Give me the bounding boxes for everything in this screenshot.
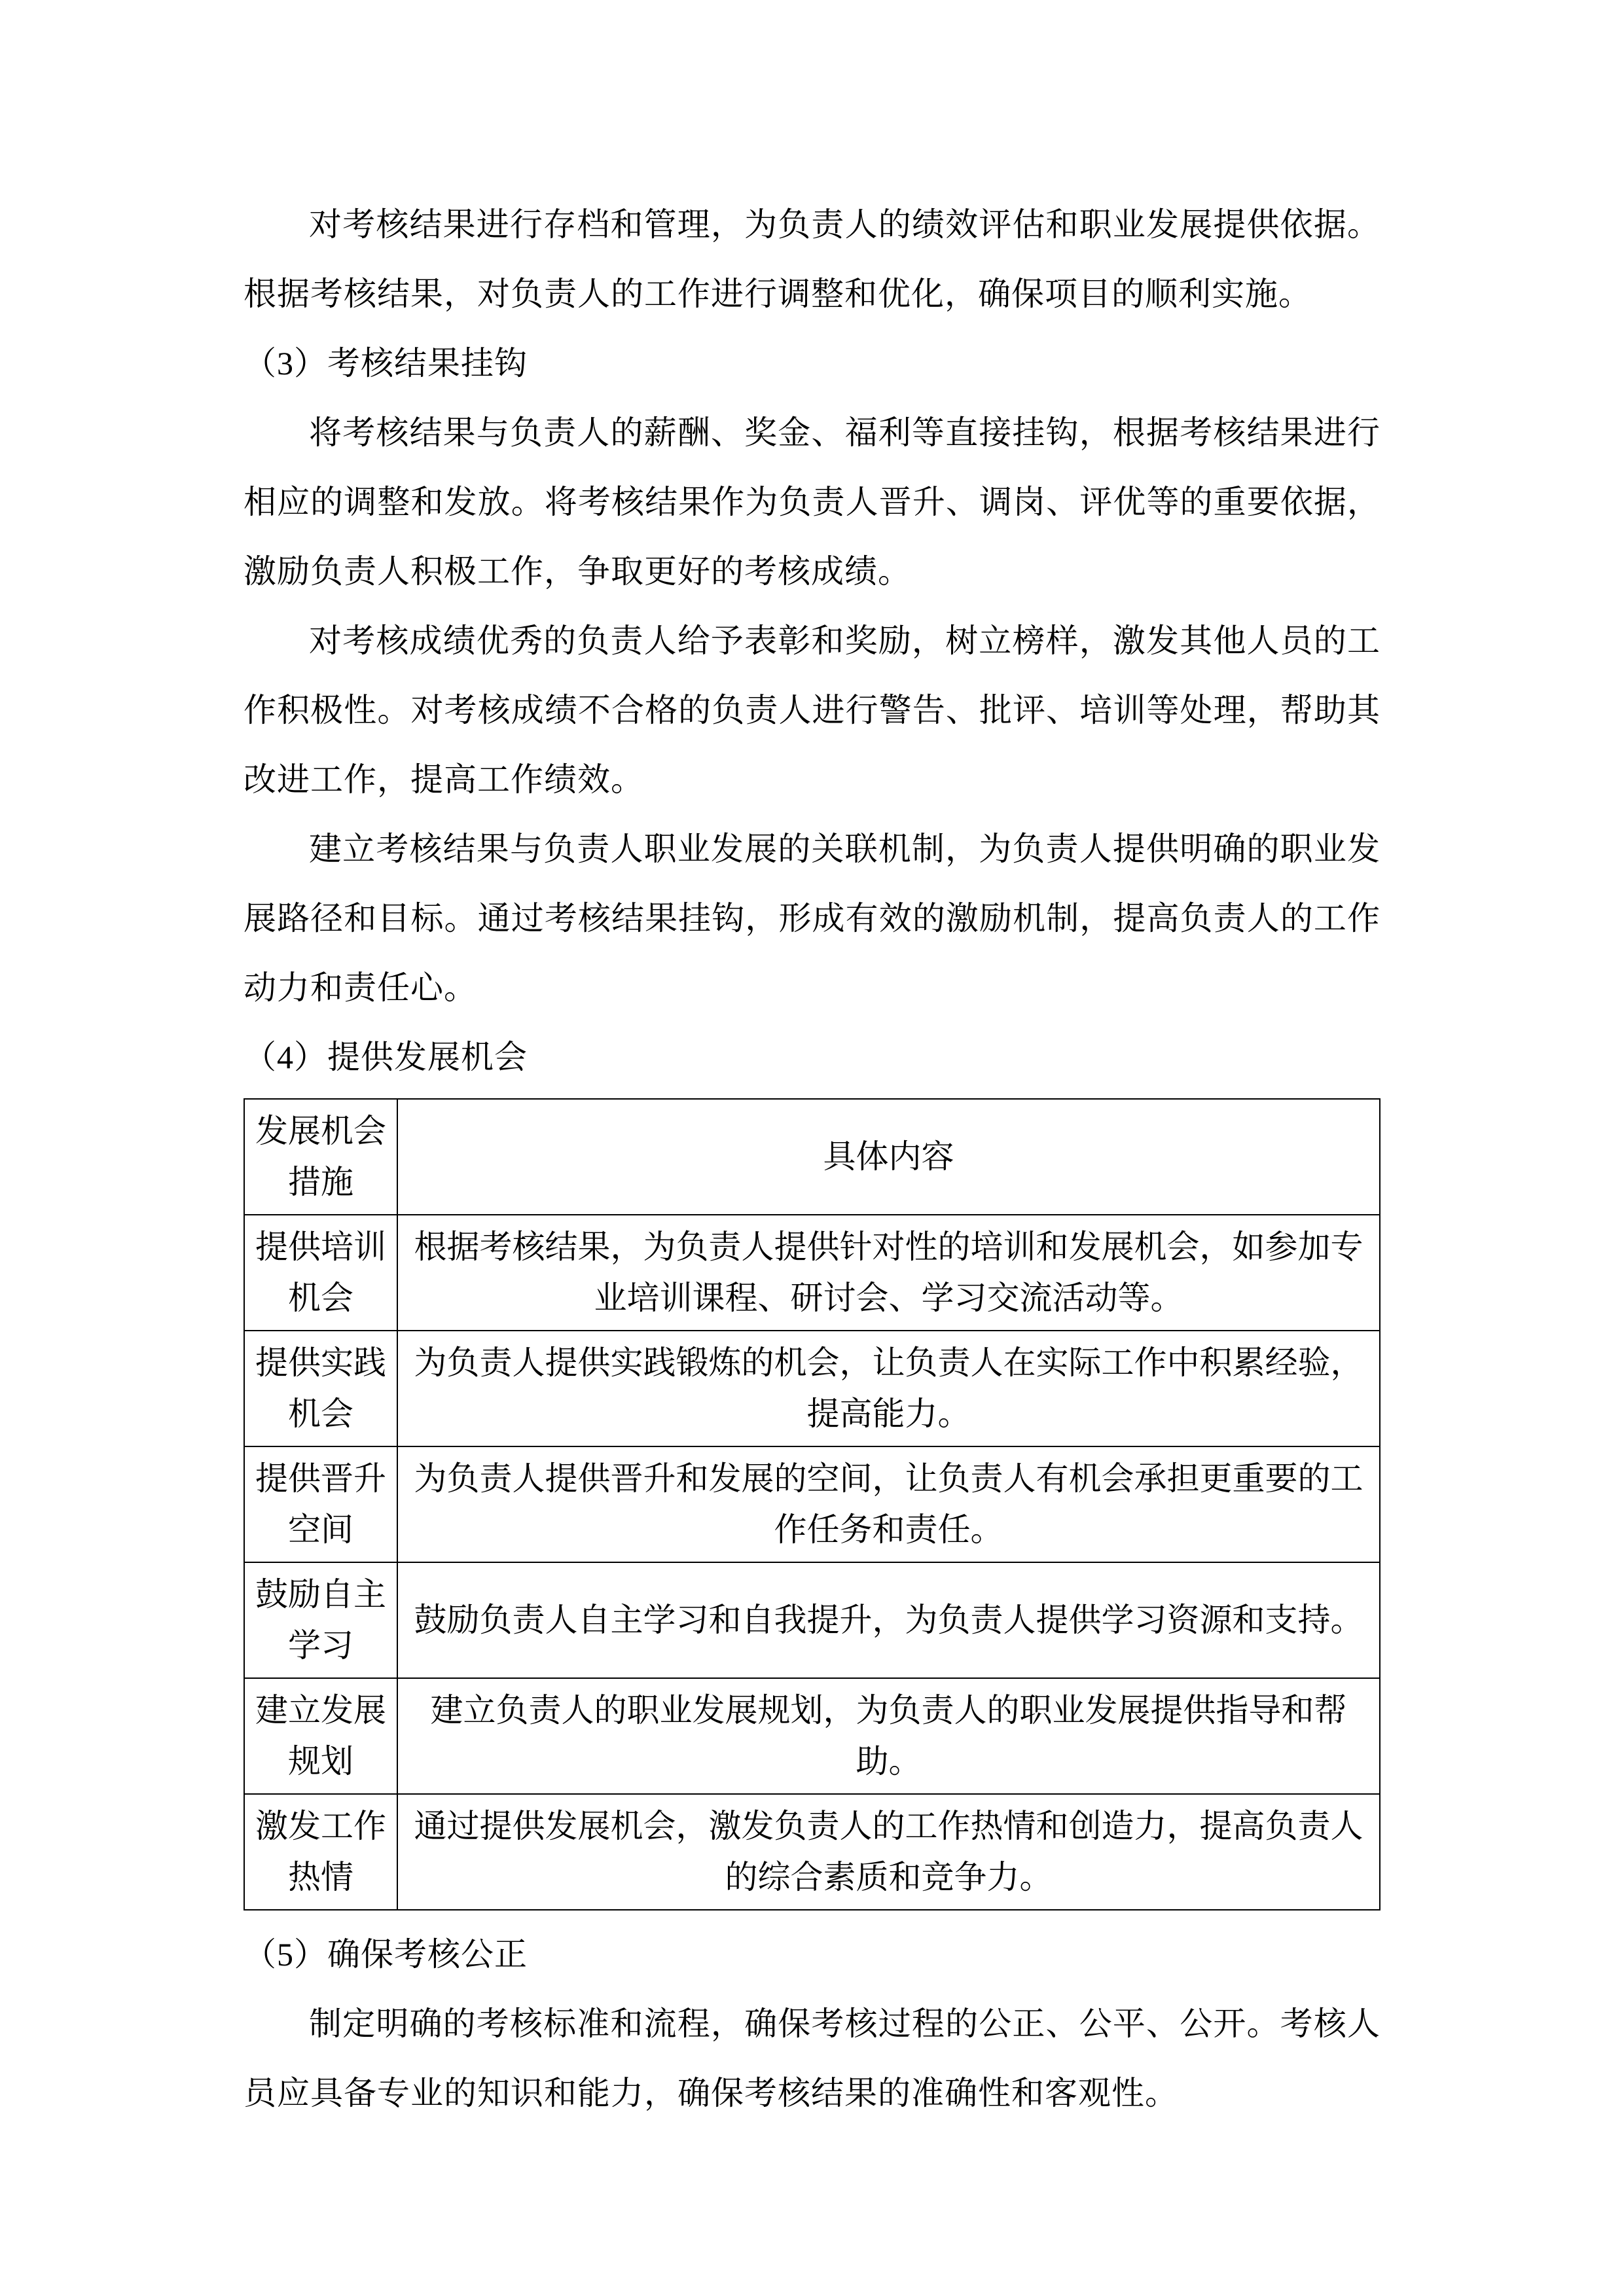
table-cell-measure: 激发工作热情 [244, 1794, 397, 1910]
table-cell-content: 根据考核结果，为负责人提供针对性的培训和发展机会，如参加专业培训课程、研讨会、学习交流活动等。 [397, 1215, 1380, 1331]
paragraph-linkage-reward: 对考核成绩优秀的负责人给予表彰和奖励，树立榜样，激发其他人员的工作积极性。对考核成绩不合格的负责人进行警告、批评、培训等处理，帮助其改进工作，提高工作绩效。 [244, 622, 1380, 798]
table-header-content: 具体内容 [397, 1099, 1380, 1215]
development-opportunity-table [244, 1098, 1380, 1910]
paragraph-linkage-salary: 将考核结果与负责人的薪酬、奖金、福利等直接挂钩，根据考核结果进行相应的调整和发放。将考核结果作为负责人晋升、调岗、评优等的重要依据，激励负责人积极工作，争取更好的考核成绩。 [244, 414, 1380, 590]
table-row [244, 1678, 1380, 1794]
table-header-measure: 发展机会措施 [244, 1099, 397, 1215]
table-cell-content: 通过提供发展机会，激发负责人的工作热情和创造力，提高负责人的综合素质和竞争力。 [397, 1794, 1380, 1910]
table-cell-content: 鼓励负责人自主学习和自我提升，为负责人提供学习资源和支持。 [397, 1562, 1380, 1678]
heading-assessment-fairness: （5）确保考核公正 [244, 1936, 528, 1973]
table-cell-measure: 提供晋升空间 [244, 1446, 397, 1562]
table-cell-measure: 建立发展规划 [244, 1678, 397, 1794]
table-cell-measure: 鼓励自主学习 [244, 1562, 397, 1678]
table-header-row [244, 1099, 1380, 1215]
table-cell-content: 建立负责人的职业发展规划，为负责人的职业发展提供指导和帮助。 [397, 1678, 1380, 1794]
paragraph-archive-management: 对考核结果进行存档和管理，为负责人的绩效评估和职业发展提供依据。根据考核结果，对负责人的工作进行调整和优化，确保项目的顺利实施。 [244, 206, 1380, 312]
table-cell-content: 为负责人提供晋升和发展的空间，让负责人有机会承担更重要的工作任务和责任。 [397, 1446, 1380, 1562]
paragraph-linkage-career: 建立考核结果与负责人职业发展的关联机制，为负责人提供明确的职业发展路径和目标。通过考核结果挂钩，形成有效的激励机制，提高负责人的工作动力和责任心。 [244, 831, 1380, 1006]
table-row [244, 1794, 1380, 1910]
heading-development-opportunity: （4）提供发展机会 [244, 1039, 528, 1075]
table-cell-content: 为负责人提供实践锻炼的机会，让负责人在实际工作中积累经验，提高能力。 [397, 1331, 1380, 1446]
table-cell-measure: 提供实践机会 [244, 1331, 397, 1446]
table-row [244, 1215, 1380, 1331]
table-row [244, 1562, 1380, 1678]
paragraph-fairness: 制定明确的考核标准和流程，确保考核过程的公正、公平、公开。考核人员应具备专业的知识和能力，确保考核结果的准确性和客观性。 [244, 2005, 1380, 2111]
heading-result-linkage: （3）考核结果挂钩 [244, 345, 528, 382]
table-row [244, 1331, 1380, 1446]
table-cell-measure: 提供培训机会 [244, 1215, 397, 1331]
table-row [244, 1446, 1380, 1562]
